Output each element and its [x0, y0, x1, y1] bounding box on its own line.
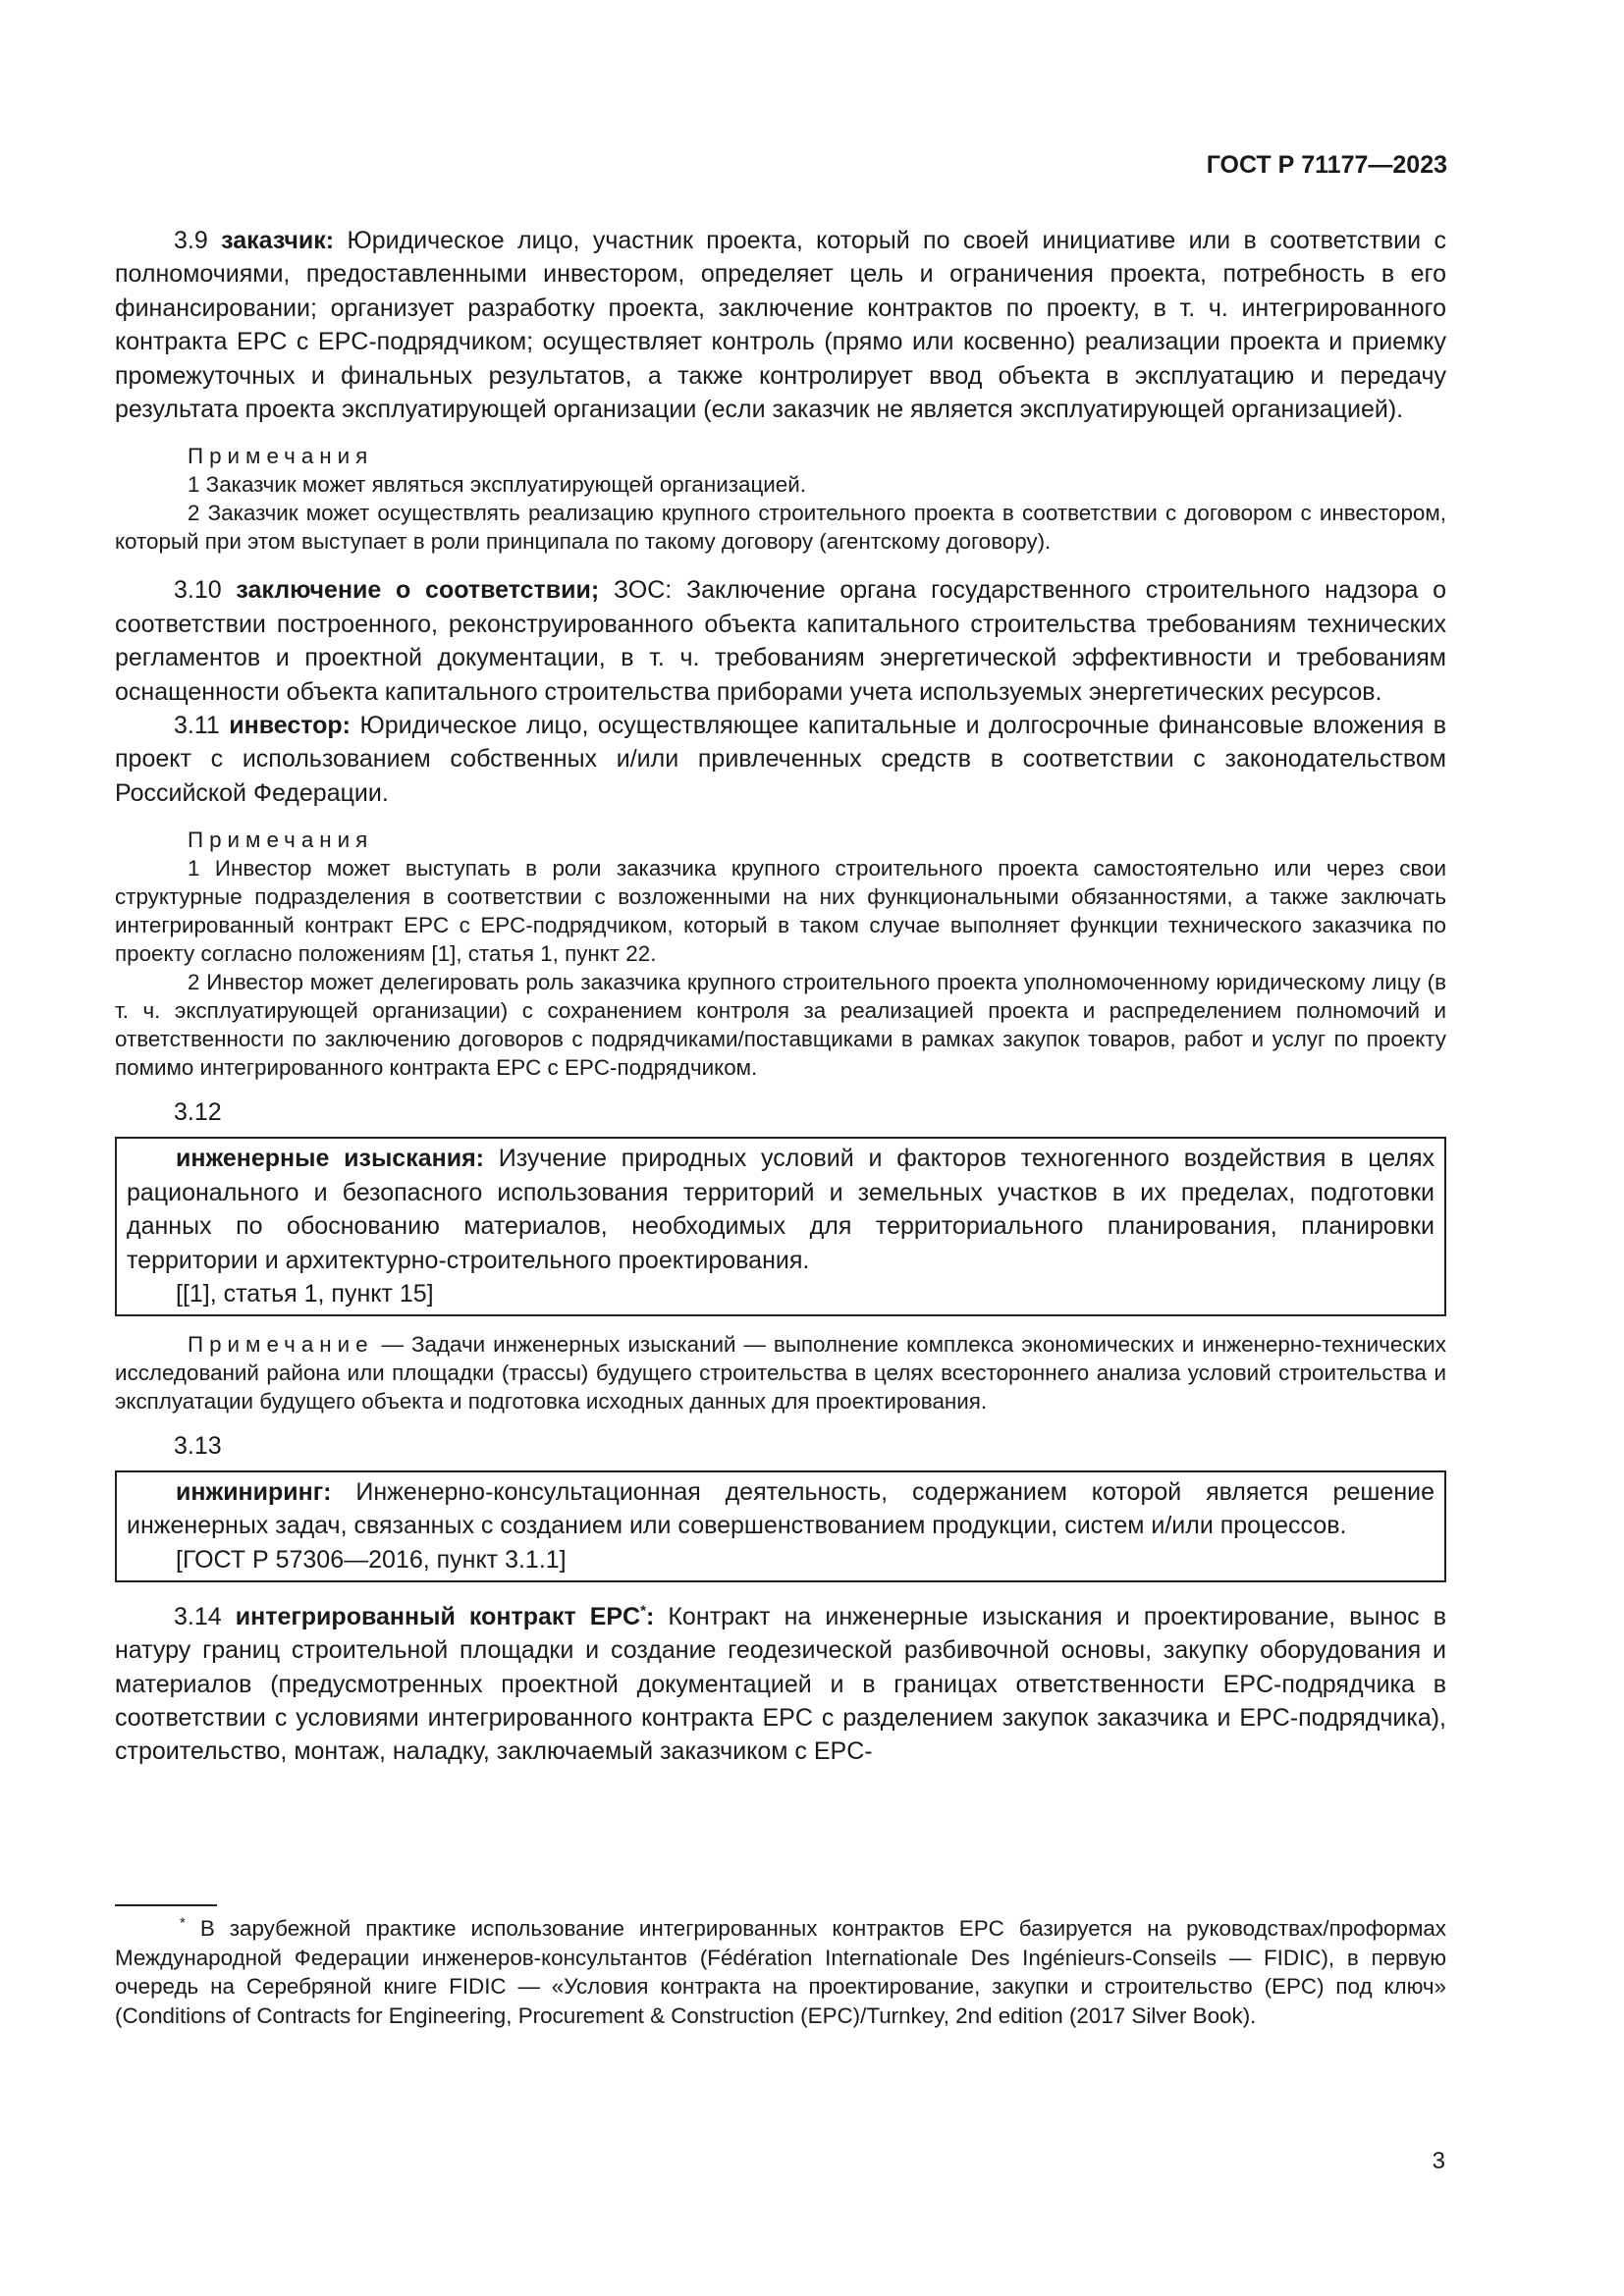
definition: Инженерно-консультационная деятельность, содержанием которой является решение инженерных задач, связанных с созданием или совершенствованием продукции, систем и/или процессов.	[127, 1477, 1435, 1540]
clause-number: 3.11	[174, 712, 220, 740]
note: 1 Заказчик может являться эксплуатирующей организацией.	[188, 472, 806, 498]
abbreviation: ЗОС:	[613, 576, 673, 605]
clause-3-9	[115, 224, 1446, 426]
footnote-marker: *	[640, 1602, 646, 1620]
term: заказчик:	[221, 227, 335, 254]
standard-header: ГОСТ Р 71177—2023	[1206, 151, 1447, 179]
footnote-body: В зарубежной практике использование интегрированных контрактов EPC базируется на руководствах/проформах Международной Федерации инженеров-консультантов (Fédération Internationale Des Ingénieurs-Conseils — FIDIC), в первую очередь на Серебряной книге FIDIC — «Условия контракта на проектирование, закупки и строительство (EPC) под ключ» (Conditions of Contracts for Engineering, Procurement & Construction (EPC)/Turnkey, 2nd edition (2017 Silver Book).	[115, 1916, 1446, 2028]
clause-number: 3.9	[174, 227, 208, 254]
note: 2 Инвестор может делегировать роль заказчика крупного строительного проекта уполномоченному юридическому лицу (в т. ч. эксплуатирующей организации) с сохранением контроля за реализацией проекта и распределением полномочий и ответственности по заключению договоров с подрядчиками/поставщиками в рамках закупок товаров, работ и услуг по проекту помимо интегрированного контракта EPC с EPC-подрядчиком.	[115, 970, 1446, 1081]
note	[115, 1330, 1446, 1415]
quoted-definition-box	[115, 1470, 1446, 1582]
page-number: 3	[1432, 2148, 1445, 2174]
term: инженерные изыскания:	[176, 1145, 484, 1173]
clause-3-14	[115, 1600, 1446, 1769]
term	[236, 1603, 655, 1630]
definition: Изучение природных условий и факторов техногенного воздействия в целях рационального и безопасного использования территорий и земельных участков в их пределах, подготовки данных по обоснованию материалов, необходимых для территориального планирования, планировки территории и архитектурно-строительного проектирования.	[127, 1145, 1435, 1274]
note-text: — Задачи инженерных изысканий — выполнение комплекса экономических и инженерно-технических исследований района или площадки (трассы) будущего строительства в целях всестороннего анализа условий строительства и эксплуатации будущего объекта и подготовка исходных данных для проектирования.	[115, 1331, 1446, 1414]
notes-heading: Примечания	[188, 828, 374, 853]
definition: Юридическое лицо, участник проекта, который по своей инициативе или в соответствии с полномочиями, предоставленными инвестором, определяет цель и ограничения проекта, потребность в его финансировании; организует разработку проекта, заключение контрактов по проекту, в т. ч. интегрированного контракта EPC с EPC-подрядчиком; осуществляет контроль (прямо или косвенно) реализации проекта и приемку промежуточных и финальных результатов, а также контролирует ввод объекта в эксплуатацию и передачу результата проекта эксплуатирующей организации (если заказчик не является эксплуатирующей организацией).	[115, 227, 1446, 424]
source-reference: [[1], статья 1, пункт 15]	[176, 1279, 434, 1308]
clause-3-10	[115, 573, 1446, 709]
source-reference: [ГОСТ Р 57306—2016, пункт 3.1.1]	[176, 1545, 567, 1574]
term: инвестор:	[229, 712, 352, 740]
term-text: интегрированный контракт EPC	[235, 1602, 641, 1630]
footnote-text	[115, 1914, 1446, 2030]
term: инжиниринг:	[176, 1477, 332, 1506]
note: 2 Заказчик может осуществлять реализацию крупного строительного проекта в соответствии с договором с инвестором, который при этом выступает в роли принципала по такому договору (агентскому договору).	[115, 501, 1446, 555]
footnote-marker: *	[180, 1914, 186, 1932]
clause-3-13	[127, 1475, 1435, 1543]
note-label: Примечание	[188, 1331, 374, 1357]
clause-number: 3.10	[174, 576, 222, 605]
term: заключение о соответствии;	[236, 576, 600, 605]
clause-number-3-13: 3.13	[174, 1431, 222, 1460]
quoted-definition-box	[115, 1137, 1446, 1316]
note: 1 Инвестор может выступать в роли заказчика крупного строительного проекта самостоятельно или через свои структурные подразделения в соответствии с возложенными на них функциональными обязанностями, а также заключать интегрированный контракт EPC с EPC-подрядчиком, который в таком случае выполняет функции технического заказчика по проекту согласно положениям [1], статья 1, пункт 22.	[115, 856, 1446, 967]
document-body	[115, 224, 1446, 1769]
definition: Контракт на инженерные изыскания и проектирование, вынос в натуру границ строительной площадки и создание геодезической разбивочной основы, закупку оборудования и материалов (предусмотренных проектной документацией и в границах ответственности EPC-подрядчика в соответствии с условиями интегрированного контракта EPC с разделением закупок заказчика и EPC-подрядчика), строительство, монтаж, наладку, заключаемый заказчиком с EPC-	[115, 1602, 1446, 1766]
definition: Заключение органа государственного строительного надзора о соответствии построенного, реконструированного объекта капитального строительства требованиям технических регламентов и проектной документации, в т. ч. требованиям энергетической эффективности и требованиям оснащенности объекта капитального строительства приборами учета используемых энергетических ресурсов.	[115, 576, 1447, 706]
term-colon: :	[645, 1602, 655, 1630]
footnote-divider	[115, 1904, 217, 1906]
clause-number-3-12: 3.12	[174, 1098, 222, 1127]
notes-heading: Примечания	[188, 444, 374, 469]
clause-3-11	[115, 709, 1446, 810]
clause-3-12	[127, 1142, 1435, 1277]
clause-number: 3.14	[174, 1602, 222, 1630]
definition: Юридическое лицо, осуществляющее капитальные и долгосрочные финансовые вложения в проект с использованием собственных и/или привлеченных средств в соответствии с законодательством Российской Федерации.	[115, 712, 1447, 807]
footnote	[115, 1904, 1446, 2030]
